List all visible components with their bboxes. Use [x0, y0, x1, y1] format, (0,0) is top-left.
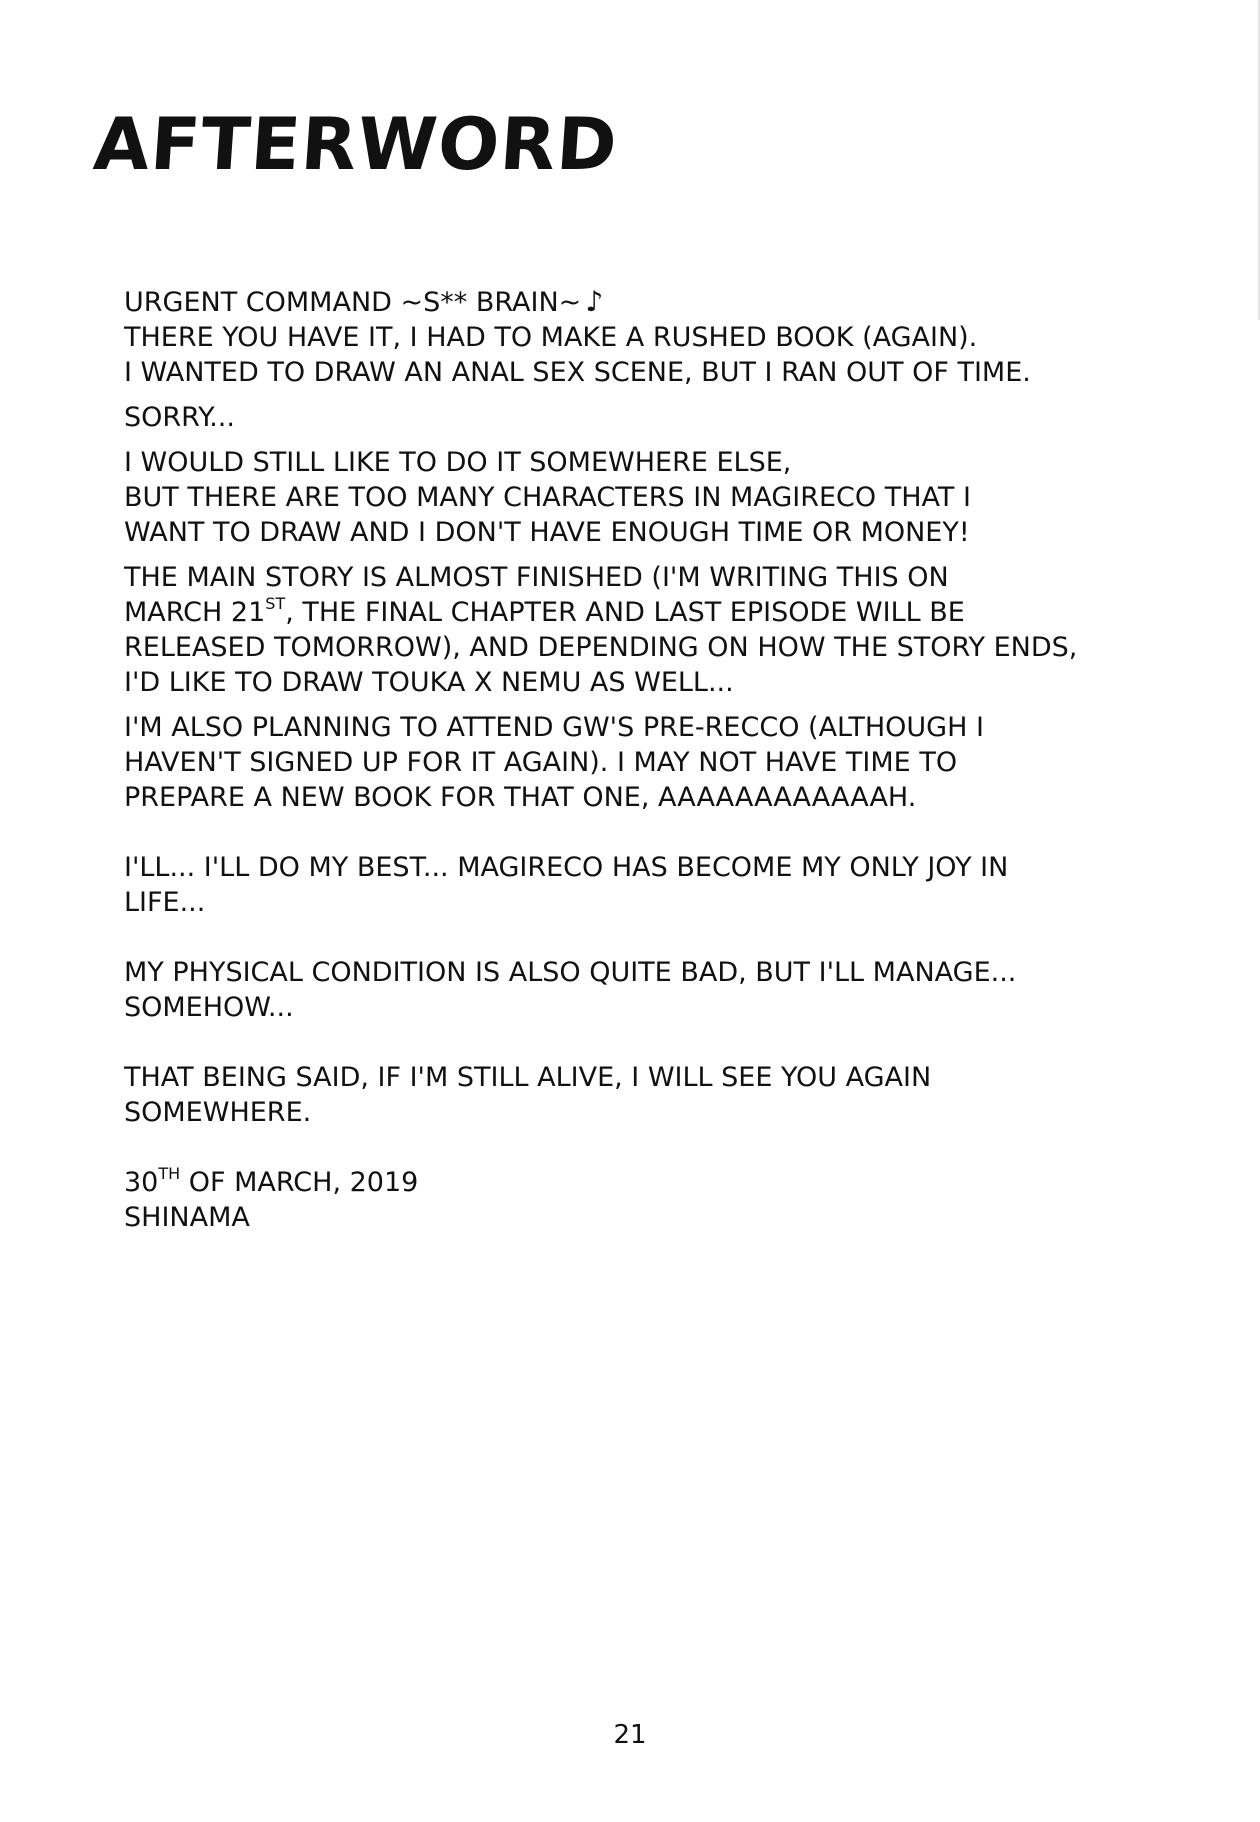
signature-author: SHINAMA — [124, 1202, 250, 1233]
music-note-icon: ♪ — [585, 285, 604, 318]
paragraph-sorry — [124, 400, 1124, 435]
text-line: MY PHYSICAL CONDITION IS ALSO QUITE BAD, BUT I'LL MANAGE... — [124, 957, 1017, 988]
text-line: THAT BEING SAID, IF I'M STILL ALIVE, I WILL SEE YOU AGAIN — [124, 1062, 932, 1093]
paragraph-main-story — [124, 560, 1124, 700]
page-number: 21 — [613, 1720, 647, 1750]
text-line — [124, 595, 1124, 630]
text-line: BUT THERE ARE TOO MANY CHARACTERS IN MAGIRECO THAT I — [124, 482, 971, 513]
paragraph-pre-recco — [124, 710, 1124, 815]
ordinal-suffix: ST — [265, 594, 286, 613]
text-line-segment: URGENT COMMAND ~S** BRAIN~ — [124, 287, 582, 318]
text-line: HAVEN'T SIGNED UP FOR IT AGAIN). I MAY NOT HAVE TIME TO — [124, 747, 958, 778]
text-line: I'LL... I'LL DO MY BEST... MAGIRECO HAS BECOME MY ONLY JOY IN — [124, 852, 1009, 883]
text-line: SORRY... — [124, 402, 235, 433]
page-title: AFTERWORD — [91, 102, 621, 186]
text-line — [124, 284, 1124, 320]
signature-block — [124, 1165, 1124, 1235]
text-line: WANT TO DRAW AND I DON'T HAVE ENOUGH TIME OR MONEY! — [124, 517, 970, 548]
text-line-segment: MARCH 21 — [124, 597, 266, 628]
text-line: I'M ALSO PLANNING TO ATTEND GW'S PRE-RECCO (ALTHOUGH I — [124, 712, 984, 743]
text-line: LIFE... — [124, 887, 206, 918]
text-line: PREPARE A NEW BOOK FOR THAT ONE, AAAAAAAAAAAAH. — [124, 782, 917, 813]
text-line: SOMEHOW... — [124, 992, 294, 1023]
text-line: I WANTED TO DRAW AN ANAL SEX SCENE, BUT I RAN OUT OF TIME. — [124, 357, 1031, 388]
paragraph-best — [124, 850, 1124, 920]
ordinal-suffix: TH — [158, 1164, 181, 1183]
paragraph-condition — [124, 955, 1124, 1025]
date-rest: OF MARCH, 2019 — [180, 1167, 419, 1198]
text-line: SOMEWHERE. — [124, 1097, 312, 1128]
text-line-segment: , THE FINAL CHAPTER AND LAST EPISODE WILL BE — [285, 597, 965, 628]
text-line: THE MAIN STORY IS ALMOST FINISHED (I'M WRITING THIS ON — [124, 562, 949, 593]
paragraph-farewell — [124, 1060, 1124, 1130]
paragraph-intro — [124, 284, 1124, 390]
text-line: THERE YOU HAVE IT, I HAD TO MAKE A RUSHED BOOK (AGAIN). — [124, 322, 978, 353]
text-line: I WOULD STILL LIKE TO DO IT SOMEWHERE ELSE, — [124, 447, 792, 478]
afterword-body — [124, 284, 1124, 1235]
text-line: RELEASED TOMORROW), AND DEPENDING ON HOW THE STORY ENDS, — [124, 632, 1078, 663]
signature-date — [124, 1165, 1124, 1200]
paragraph-characters — [124, 445, 1124, 550]
date-day: 30 — [124, 1167, 159, 1198]
text-line: I'D LIKE TO DRAW TOUKA X NEMU AS WELL... — [124, 667, 734, 698]
